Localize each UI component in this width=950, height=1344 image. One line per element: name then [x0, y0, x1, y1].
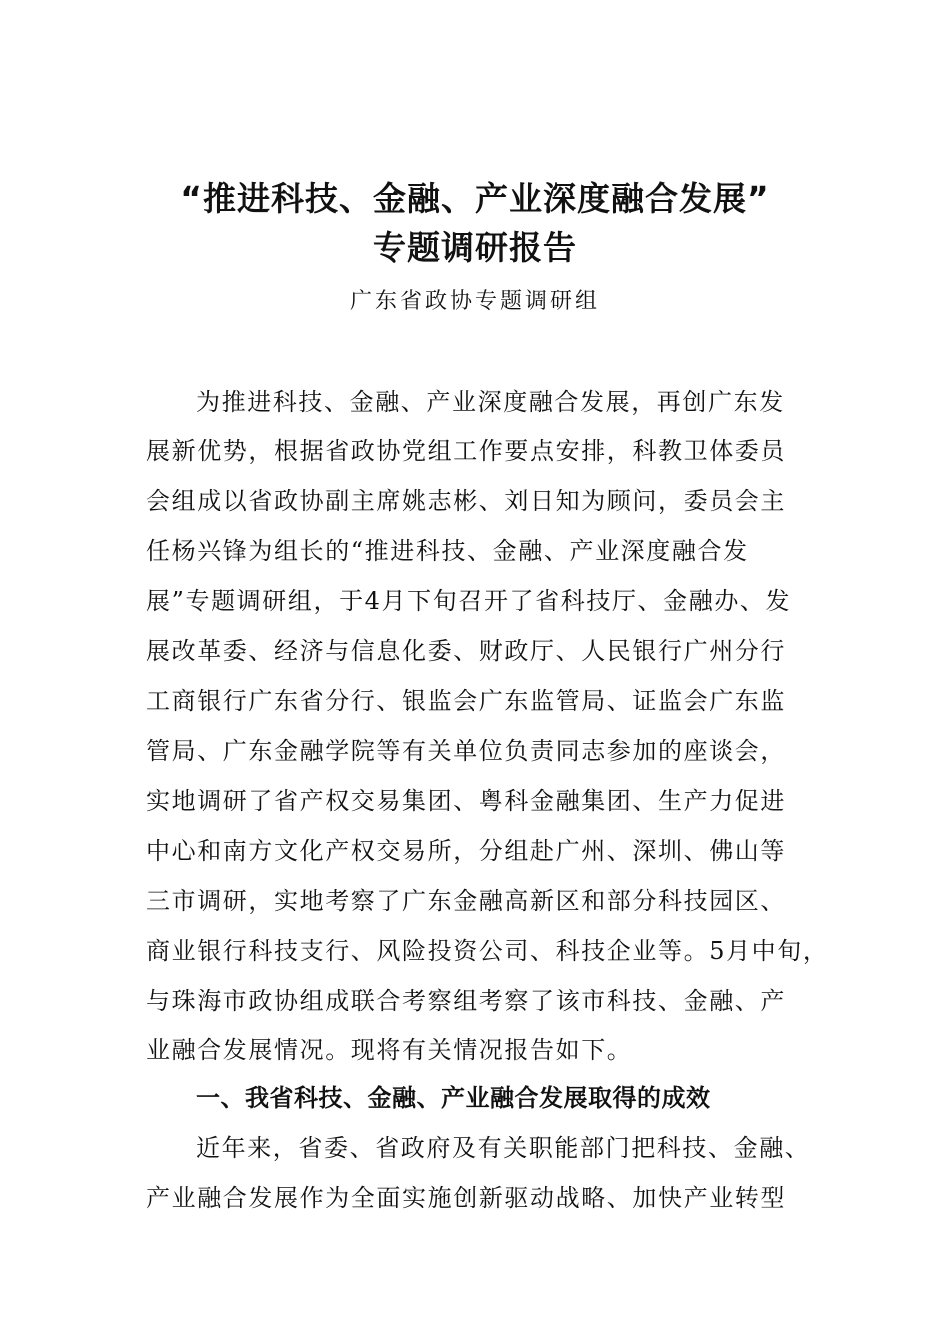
paragraph-line: 工商银行广东省分行、银监会广东监管局、证监会广东监 — [146, 687, 786, 715]
paragraph-line: 会组成以省政协副主席姚志彬、刘日知为顾问，委员会主 — [146, 487, 786, 515]
paragraph-line: 管局、广东金融学院等有关单位负责同志参加的座谈会， — [146, 737, 786, 765]
paragraph-line: 产业融合发展作为全面实施创新驱动战略、加快产业转型 — [146, 1184, 786, 1212]
paragraph-line: 商业银行科技支行、风险投资公司、科技企业等。5月中旬， — [146, 937, 829, 965]
paragraph-line: 为推进科技、金融、产业深度融合发展，再创广东发 — [196, 388, 785, 416]
paragraph-line: 与珠海市政协组成联合考察组考察了该市科技、金融、产 — [146, 987, 786, 1015]
paragraph-line: 任杨兴锋为组长的“推进科技、金融、产业深度融合发 — [146, 537, 749, 565]
paragraph-line: 中心和南方文化产权交易所，分组赴广州、深圳、佛山等 — [146, 837, 786, 865]
document-title-line-1: “推进科技、金融、产业深度融合发展” — [180, 179, 770, 218]
section-heading: 一、我省科技、金融、产业融合发展取得的成效 — [196, 1084, 711, 1112]
document-author: 广东省政协专题调研组 — [349, 289, 600, 314]
paragraph-line: 展新优势，根据省政协党组工作要点安排，科教卫体委员 — [146, 437, 786, 465]
paragraph-line: 展”专题调研组，于4月下旬召开了省科技厅、金融办、发 — [146, 587, 792, 615]
paragraph-line: 三市调研，实地考察了广东金融高新区和部分科技园区、 — [146, 887, 786, 915]
paragraph-line: 近年来，省委、省政府及有关职能部门把科技、金融、 — [196, 1134, 811, 1162]
paragraph-line: 业融合发展情况。现将有关情况报告如下。 — [146, 1036, 633, 1064]
paragraph-line: 展改革委、经济与信息化委、财政厅、人民银行广州分行 — [146, 637, 786, 665]
document-title-line-2: 专题调研报告 — [373, 228, 577, 267]
paragraph-line: 实地调研了省产权交易集团、粤科金融集团、生产力促进 — [146, 787, 786, 815]
